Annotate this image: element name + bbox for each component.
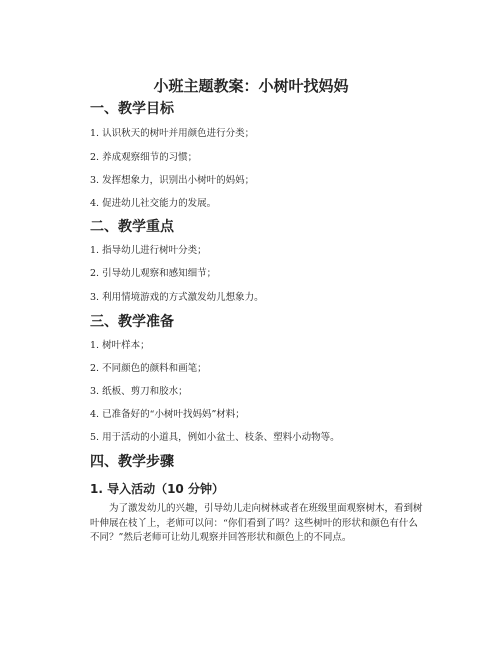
section-heading-preparation: 三、教学准备 xyxy=(90,314,174,330)
list-item: 1. 指导幼儿进行树叶分类； xyxy=(90,245,207,256)
list-item: 4. 已准备好的“小树叶找妈妈”材料； xyxy=(90,409,245,420)
section-heading-steps: 四、教学步骤 xyxy=(90,454,174,470)
subheading-intro-activity: 1. 导入活动（10 分钟） xyxy=(90,482,224,496)
list-item: 5. 用于活动的小道具，例如小盆土、枝条、塑料小动物等。 xyxy=(90,432,340,443)
list-item: 3. 利用情境游戏的方式激发幼儿想象力。 xyxy=(90,292,264,303)
section-heading-goals: 一、教学目标 xyxy=(90,101,174,117)
section-heading-focus: 二、教学重点 xyxy=(90,219,174,235)
list-item: 2. 养成观察细节的习惯； xyxy=(90,152,198,163)
list-item: 4. 促进幼儿社交能力的发展。 xyxy=(90,198,217,209)
list-item: 2. 不同颜色的颜料和画笔； xyxy=(90,363,207,374)
list-item: 1. 认识秋天的树叶并用颜色进行分类； xyxy=(90,128,255,139)
list-item: 3. 发挥想象力，识别出小树叶的妈妈； xyxy=(90,175,255,186)
paragraph: 为了激发幼儿的兴趣，引导幼儿走向树林或者在班级里面观察树木，看到树叶伸展在枝丫上，老师可以问：“你们看到了吗？这些树叶的形状和颜色有什么不同？”然后老师可让幼儿观察并回答形状和颜色上的不同点。 xyxy=(90,503,423,543)
list-item: 1. 树叶样本； xyxy=(90,340,150,351)
document-title: 小班主题教案：小树叶找妈妈 xyxy=(153,77,349,95)
list-item: 3. 纸板、剪刀和胶水； xyxy=(90,386,188,397)
list-item: 2. 引导幼儿观察和感知细节； xyxy=(90,268,217,279)
